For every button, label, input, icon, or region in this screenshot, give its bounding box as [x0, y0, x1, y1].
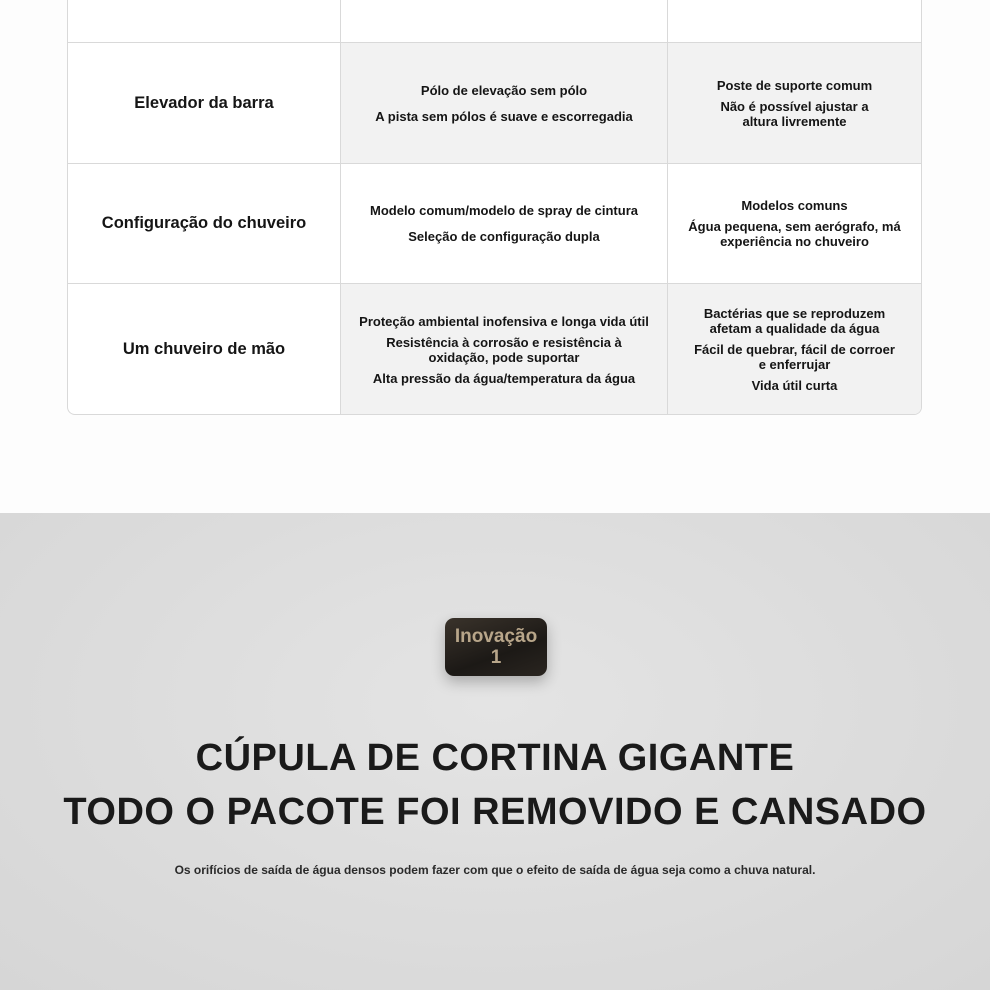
badge-number: 1 — [490, 647, 502, 668]
cell-text: Proteção ambiental inofensiva e longa vida útil — [359, 313, 649, 329]
product-cell — [341, 43, 668, 163]
cell-text: A pista sem pólos é suave e escorregadia — [375, 108, 633, 124]
cell-text: afetam a qualidade da água — [709, 321, 880, 336]
cell-text: experiência no chuveiro — [720, 234, 869, 249]
cell-text: e enferrujar — [758, 357, 831, 372]
cell-text: Não é possível ajustar a — [720, 98, 869, 114]
feature-cell — [68, 164, 341, 283]
cell-text: Modelo comum/modelo de spray de cintura — [370, 203, 638, 218]
feature-label: Configuração do chuveiro — [101, 214, 307, 232]
cell-text: Alta pressão da água/temperatura da água — [372, 370, 636, 386]
cell-text: Vida útil curta — [751, 378, 838, 393]
competitor-cell — [668, 0, 921, 42]
cell-text: Resistência à corrosão e resistência à — [386, 334, 622, 350]
comparison-table — [67, 0, 922, 415]
cell-text: oxidação, pode suportar — [428, 349, 580, 365]
feature-label: Um chuveiro de mão — [122, 340, 286, 358]
product-cell — [341, 0, 668, 42]
cell-text: Poste de suporte comum — [716, 77, 873, 93]
cell-text: Modelos comuns — [741, 198, 848, 213]
cell-text: altura livremente — [742, 113, 847, 129]
description-text: Os orifícios de saída de água densos podem fazer com que o efeito de saída de água seja como a chuva natural. — [174, 863, 816, 877]
cell-text: Seleção de configuração dupla — [408, 229, 600, 244]
feature-label: Elevador da barra — [134, 93, 274, 112]
cell-text: Bactérias que se reproduzem — [703, 306, 886, 321]
feature-cell — [68, 0, 341, 42]
headline-line-2: TODO O PACOTE FOI REMOVIDO E CANSADO — [63, 791, 927, 833]
product-cell — [341, 284, 668, 415]
feature-cell — [68, 284, 341, 415]
innovation-badge — [445, 618, 547, 676]
competitor-cell — [668, 164, 921, 283]
innovation-section — [0, 513, 990, 990]
table-row — [68, 0, 921, 43]
cell-text: Água pequena, sem aerógrafo, má — [688, 219, 901, 234]
table-row — [68, 43, 921, 164]
headline-line-1: CÚPULA DE CORTINA GIGANTE — [195, 737, 795, 779]
product-cell — [341, 164, 668, 283]
cell-text: Pólo de elevação sem pólo — [420, 82, 588, 98]
competitor-cell — [668, 43, 921, 163]
competitor-cell — [668, 284, 921, 415]
table-row — [68, 164, 921, 284]
feature-cell — [68, 43, 341, 163]
table-row — [68, 284, 921, 415]
cell-text: Fácil de quebrar, fácil de corroer — [694, 342, 895, 357]
badge-label: Inovação — [454, 626, 538, 647]
